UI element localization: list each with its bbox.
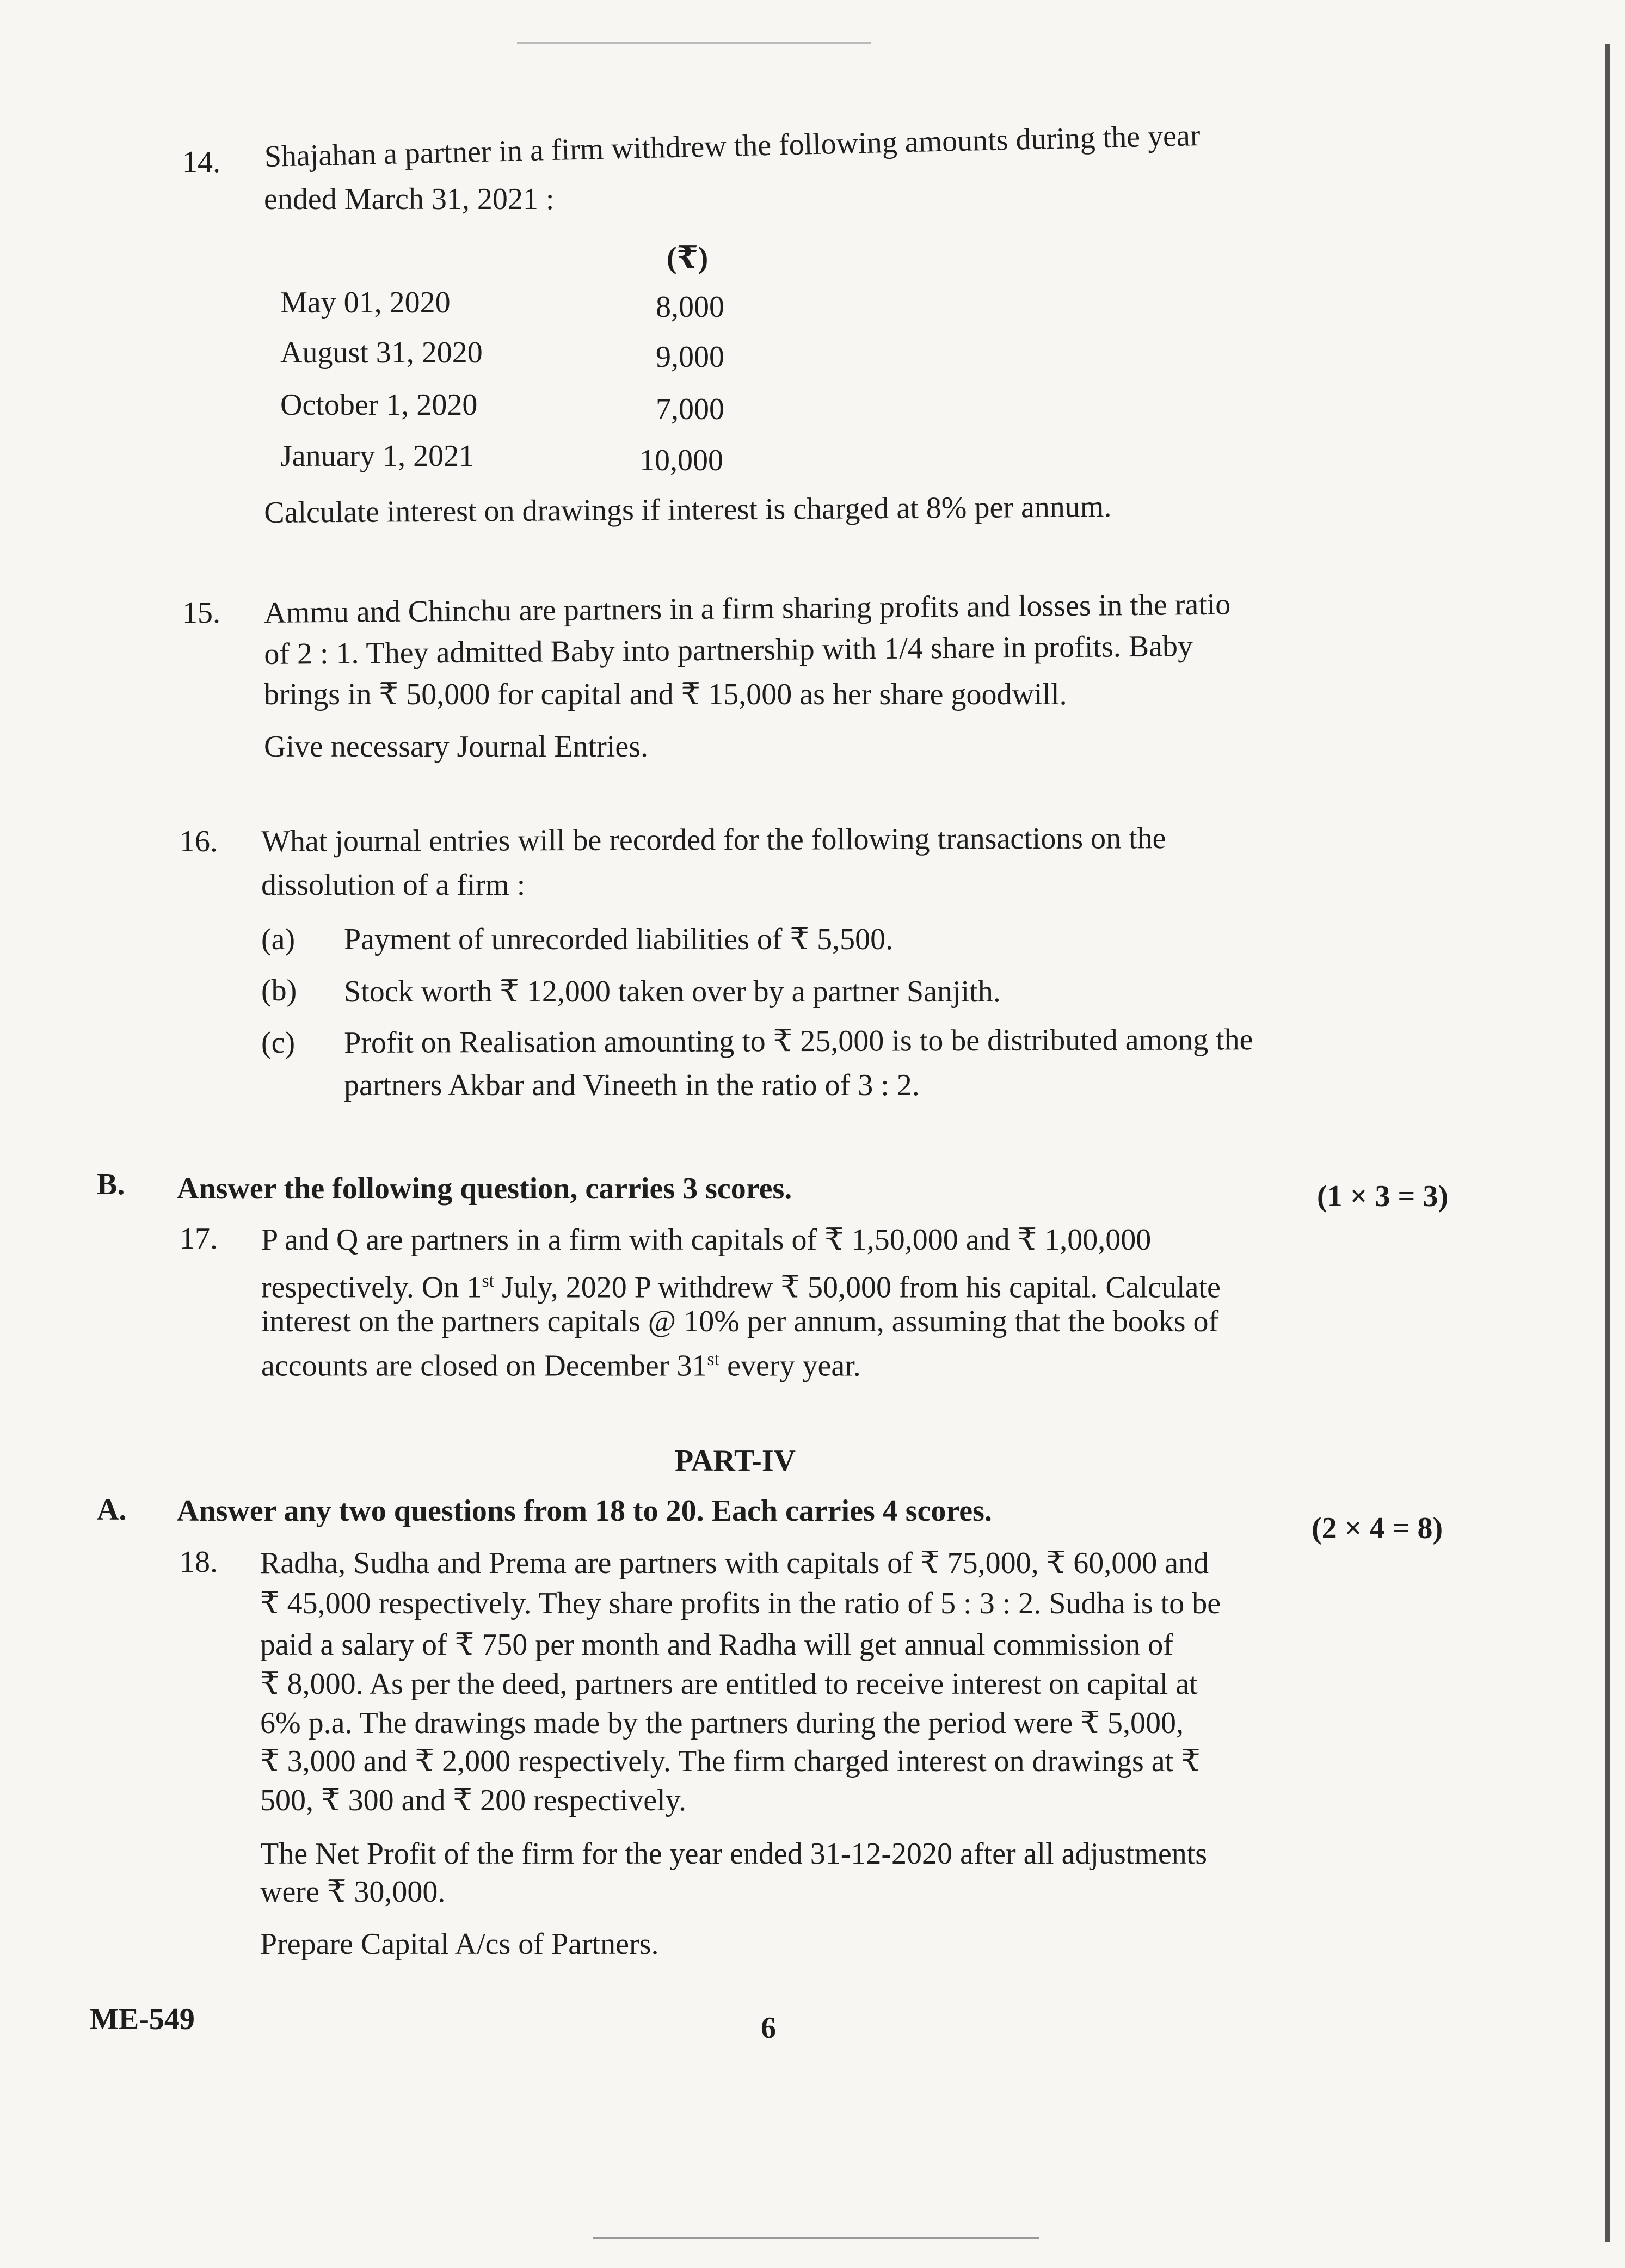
question-text-line: Give necessary Journal Entries. bbox=[264, 730, 648, 764]
question-text-line: What journal entries will be recorded for the following transactions on the bbox=[261, 821, 1166, 858]
question-number: 16. bbox=[180, 825, 218, 858]
ordinal-suffix: st bbox=[707, 1349, 720, 1369]
right-edge-line bbox=[1605, 44, 1610, 2242]
question-number: 17. bbox=[180, 1222, 218, 1256]
question-text-line: Radha, Sudha and Prema are partners with capitals of ₹ 75,000, ₹ 60,000 and bbox=[260, 1546, 1209, 1580]
question-text-line: ended March 31, 2021 : bbox=[264, 182, 555, 216]
question-text-line: interest on the partners capitals @ 10% per annum, assuming that the books of bbox=[261, 1305, 1219, 1338]
drawing-date: October 1, 2020 bbox=[280, 388, 478, 422]
question-text-line bbox=[261, 1262, 1221, 1307]
top-rule bbox=[517, 42, 871, 44]
drawing-amount: 9,000 bbox=[656, 340, 724, 374]
question-text-line: The Net Profit of the firm for the year ended 31-12-2020 after all adjustments bbox=[260, 1837, 1208, 1871]
question-number: 15. bbox=[182, 596, 220, 630]
question-text-line: 6% p.a. The drawings made by the partners during the period were ₹ 5,000, bbox=[260, 1706, 1184, 1740]
drawing-date: January 1, 2021 bbox=[280, 439, 475, 473]
currency-header: (₹) bbox=[667, 241, 709, 275]
drawing-date: August 31, 2020 bbox=[280, 336, 483, 370]
drawing-amount: 7,000 bbox=[656, 392, 724, 426]
section-label: B. bbox=[97, 1167, 125, 1201]
sub-item-text: Profit on Realisation amounting to ₹ 25,000 is to be distributed among the bbox=[344, 1023, 1253, 1060]
question-text-line: brings in ₹ 50,000 for capital and ₹ 15,000 as her share goodwill. bbox=[264, 678, 1067, 711]
question-text-line: ₹ 3,000 and ₹ 2,000 respectively. The firm charged interest on drawings at ₹ bbox=[260, 1744, 1201, 1778]
sub-item-label: (c) bbox=[261, 1026, 296, 1060]
question-text-line: paid a salary of ₹ 750 per month and Radha will get annual commission of bbox=[260, 1628, 1173, 1662]
text-run: July, 2020 P withdrew ₹ 50,000 from his capital. Calculate bbox=[494, 1270, 1221, 1305]
section-label: A. bbox=[97, 1493, 127, 1527]
section-instruction: Answer any two questions from 18 to 20. Each carries 4 scores. bbox=[177, 1494, 992, 1528]
text-run: accounts are closed on December 31 bbox=[261, 1349, 707, 1383]
question-text-line: ₹ 45,000 respectively. They share profits in the ratio of 5 : 3 : 2. Sudha is to be bbox=[260, 1587, 1221, 1620]
exam-code: ME-549 bbox=[90, 2002, 195, 2036]
sub-item-label: (a) bbox=[261, 923, 296, 956]
question-text-line: of 2 : 1. They admitted Baby into partnership with 1/4 share in profits. Baby bbox=[264, 629, 1193, 671]
question-number: 18. bbox=[180, 1545, 218, 1579]
question-text-line bbox=[261, 1340, 861, 1386]
text-run: respectively. On 1 bbox=[261, 1270, 482, 1305]
section-instruction: Answer the following question, carries 3 scores. bbox=[177, 1172, 792, 1206]
sub-item-text: Stock worth ₹ 12,000 taken over by a partner Sanjith. bbox=[344, 975, 1001, 1009]
part-title: PART-IV bbox=[675, 1444, 796, 1478]
drawing-amount: 8,000 bbox=[656, 290, 724, 324]
ordinal-suffix: st bbox=[482, 1271, 495, 1291]
question-text-line: dissolution of a firm : bbox=[261, 868, 526, 902]
question-text-line: were ₹ 30,000. bbox=[260, 1875, 446, 1909]
drawing-amount: 10,000 bbox=[639, 444, 723, 477]
question-number: 14. bbox=[182, 145, 220, 179]
page-number: 6 bbox=[761, 2011, 776, 2045]
question-text-line: Shajahan a partner in a firm withdrew the following amounts during the year bbox=[264, 118, 1201, 174]
question-text-line: 500, ₹ 300 and ₹ 200 respectively. bbox=[260, 1784, 687, 1817]
question-text-line: Ammu and Chinchu are partners in a firm sharing profits and losses in the ratio bbox=[264, 587, 1231, 630]
sub-item-text: Payment of unrecorded liabilities of ₹ 5,500. bbox=[344, 923, 894, 956]
drawing-date: May 01, 2020 bbox=[280, 286, 451, 319]
section-marks: (2 × 4 = 8) bbox=[1312, 1511, 1443, 1545]
section-marks: (1 × 3 = 3) bbox=[1317, 1179, 1449, 1213]
sub-item-text: partners Akbar and Vineeth in the ratio of 3 : 2. bbox=[344, 1068, 920, 1102]
question-text-line: ₹ 8,000. As per the deed, partners are entitled to receive interest on capital at bbox=[260, 1667, 1198, 1701]
text-run: every year. bbox=[719, 1349, 861, 1383]
bottom-rule bbox=[593, 2237, 1039, 2239]
question-text-line: P and Q are partners in a firm with capitals of ₹ 1,50,000 and ₹ 1,00,000 bbox=[261, 1223, 1152, 1257]
sub-item-label: (b) bbox=[261, 974, 297, 1007]
question-text-line: Calculate interest on drawings if interest is charged at 8% per annum. bbox=[264, 490, 1112, 530]
question-text-line: Prepare Capital A/cs of Partners. bbox=[260, 1927, 659, 1961]
